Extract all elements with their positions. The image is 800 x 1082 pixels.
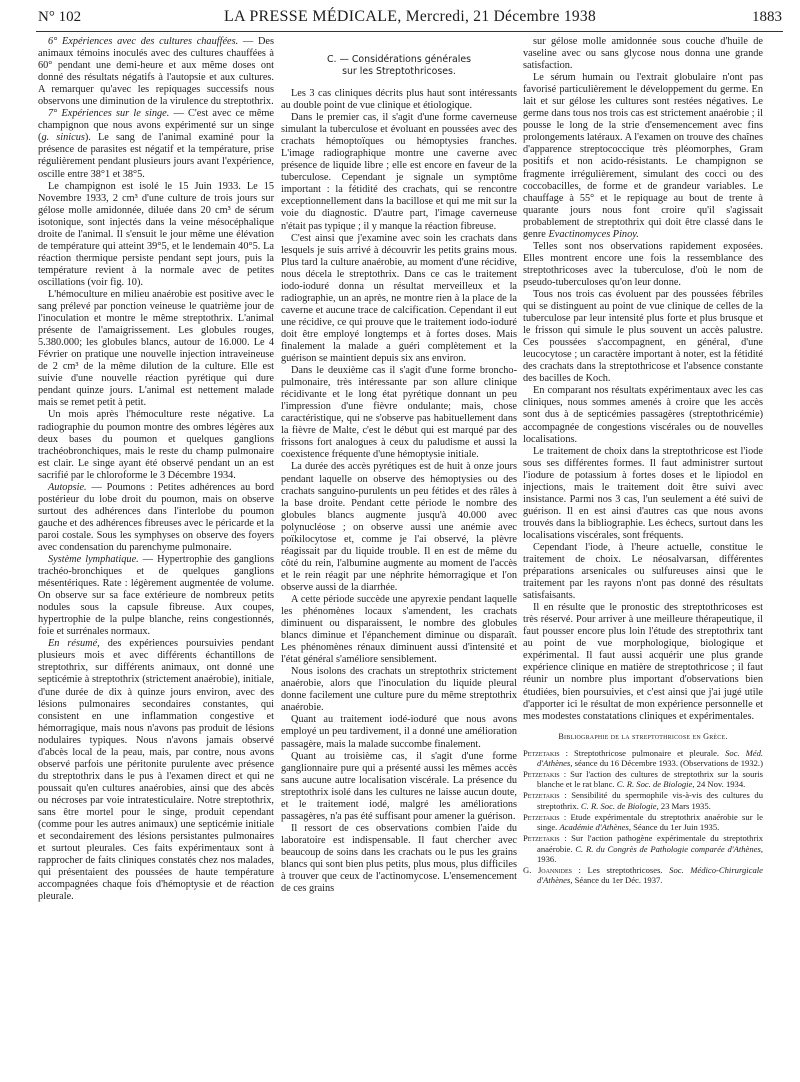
bibliography-entry: [523, 812, 763, 832]
italic-text: 6° Expériences avec des cultures chauffées.: [48, 36, 239, 47]
text-run: : Les streptothricoses.: [571, 864, 670, 875]
bibliography-entry: [523, 790, 763, 810]
paragraph: [38, 482, 274, 554]
text-run: , séance du 16 Décembre 1933. (Observations de 1932.): [570, 757, 763, 768]
author-name: Joannides: [537, 864, 572, 875]
paragraph: [281, 88, 517, 112]
author-name: Petzetakis: [523, 790, 560, 801]
text-run: , 1936.: [537, 843, 763, 864]
text-run: Le traitement de choix dans la streptothricose est l'iode sous ses différentes formes. Il faut administrer surtout l'iodure de potassium à fortes doses et le lipiodol en injections, mais le traitement doit être suivi avec insistance. Parmi nos 3 cas, l'un seulement a été suivi de guérison. Il en est ainsi d'autres cas que nous avons trouvés dans la bibliographie. Les échecs, surtout dans les localisations viscérales, sont fréquents.: [523, 445, 763, 541]
page-number-left: N° 102: [38, 9, 82, 25]
text-run: — Des animaux témoins inoculés avec des cultures chauffées à 60° pendant une demi-heure et aux même doses ont donné des résultats négatifs à l'autopsie et aux cultures. A remarquer qu'avec les repiquages successifs nous observons une diminution de la virulence du streptothrix.: [38, 36, 274, 108]
paragraph: [281, 594, 517, 666]
author-name: Petzetakis: [523, 811, 560, 822]
paragraph: [523, 542, 763, 602]
text-run: Il ressort de ces observations combien l'aide du laboratoire est indispensable. Il faut chercher avec beaucoup de soins dans les crachats ou le pus les grains blancs qui sont bien plus petits, plus mous, plus difficiles à trouver que ceux de l'actinomycose. L'ensemencement de ces grains: [281, 822, 517, 895]
text-run: Les 3 cas cliniques décrits plus haut sont intéressants au double point de vue clinique et étiologique.: [281, 88, 517, 112]
italic-text: Evactinomyces Pinoy.: [548, 228, 639, 240]
journal-name: LA PRESSE MÉDICALE: [223, 8, 398, 25]
text-run: — Poumons : Petites adhérences au bord postérieur du lobe droit du poumon, mais on observe surtout des adhérences dans l'interlobe du poumon gauche et des adhérences fibreuses avec le péricarde et la paroi costale. Sous les symphyses on observe des foyers avec condensation du parenchyme pulmonaire.: [38, 481, 274, 553]
issue-date: , Mercredi, 21 Décembre 1938: [397, 8, 597, 25]
section-title: [281, 54, 517, 78]
text-run: — Hypertrophie des ganglions trachéo-bronchiques et de quelques ganglions mésentériques. Rate : légèrement augmentée de volume. On observe sur sa face extérieure de nombreux petits nodules sous la capsule fibreuse. Aux coupes, hypertrophie de la pulpe blanche, reins congestionnés, foie et surrénales normaux.: [38, 554, 274, 638]
paragraph: [281, 112, 517, 232]
paragraph: [281, 714, 517, 750]
italic-text: Soc. Médico-Chirurgicale d'Athènes: [537, 864, 763, 886]
text-run: ). Le sang de l'animal examiné pour la présence de parasites est négatif et la température, prise régulièrement pendant plusieurs jours avant l'expérience, oscille entre 38°1 et 38°5.: [38, 132, 274, 180]
bibliography-entry: [523, 865, 763, 885]
paragraph: [38, 409, 274, 481]
section-title-line-1: C. — Considérations générales: [327, 54, 471, 65]
text-run: — C'est avec ce même champignon que nous avons expérimenté sur un singe (: [38, 108, 274, 144]
text-run: Nous isolons des crachats un streptothrix strictement anaérobie, alors que l'inoculation du liquide pleural donne facilement une culture pure du même streptothrix anaérobie.: [281, 666, 517, 714]
paragraph: [281, 751, 517, 823]
bibliography-entry: [523, 748, 763, 768]
column-2: [281, 36, 517, 1076]
text-run: Cependant l'iode, à l'heure actuelle, constitue le traitement de choix. Le néosalvarsan, différentes préparations arsenicales ou sulfureuses ainsi que le traitement par les rayons n'ont pas donné des résultats satisfaisants.: [523, 541, 763, 602]
paragraph: [523, 72, 763, 241]
bibliography-title: Bibliographie de la streptothricose en Grèce.: [558, 731, 728, 741]
italic-text: Système lymphatique.: [48, 554, 139, 566]
italic-text: Autopsie.: [48, 481, 87, 493]
italic-text: Soc. Méd. d'Athènes: [537, 747, 763, 768]
section-title-line-2: sur les Streptothricoses.: [342, 66, 456, 77]
column-3-body: [523, 36, 763, 723]
column-1: [38, 36, 274, 1076]
text-run: Il en résulte que le pronostic des streptothricoses est très réservé. Pour arriver à une meilleure thérapeutique, il faut pousser encore plus loin l'étude des streptothrix tant au point de vue morphologique, biologique et expérimental. Il faut aussi acquérir une plus grande expérience clinique en matière de streptothricose ; il faut réunir un nombre plus important d'observations bien étudiées, bien poursuivies, et c'est ainsi que j'ai jugé utile d'apporter ici le résultat de mon expérience personnelle et mes modestes constatations cliniques et expérimentales.: [523, 602, 763, 722]
header-rule: [36, 31, 783, 32]
text-run: , 23 Mars 1935.: [656, 800, 711, 811]
text-run: : Etude expérimentale du streptothrix anaérobie sur le singe.: [537, 811, 763, 833]
paragraph: [281, 461, 517, 594]
paragraph: [38, 289, 274, 409]
paragraph: [281, 233, 517, 366]
text-run: La durée des accès pyrétiques est de huit à onze jours pendant laquelle on observe des hémoptysies ou des crachats sanguino-purulents un peu fétides et des râles à la base droite. Pendant cette période le nombre des globules blancs augmente jusqu'à 40.000 avec polynucléose ; on observe aussi une anémie avec poïkilocytose et, comme je l'ai observé, la plèvre réagissait par du liquide trouble. Il en est de même du côté du rein, l'albumine augmente au moment de l'accès et le rein réagit par une néphrite hémorragique et l'on observe aussi de la diarrhée.: [281, 461, 517, 593]
text-run: : Sur l'action des cultures de streptothrix sur la souris blanche et le rat blanc.: [537, 769, 763, 790]
text-run: C'est ainsi que j'examine avec soin les crachats dans lesquels je suis arrivé à découvrir les petits grains mous. Plus tard la culture anaérobie, au moment d'une récidive, nous décela le streptothrix. Dans ce cas le traitement iodo-ioduré donna un résultat merveilleux et la radiographie, un an après, ne montre rien à la place de la caverne et aucune trace de calcification. Cependant il eut une récidive, ce qui prouve que le traitement iodo-ioduré doit être employé longtemps et à fortes doses. Mais finalement la malade a guéri complètement et la guérison se maintient depuis six ans environ.: [281, 232, 517, 365]
paragraph: [38, 638, 274, 903]
journal-masthead: [178, 8, 642, 26]
text-run: sur gélose molle amidonnée sous couche d'huile de vaseline avec ou sans glycose nous donna une grande satisfaction.: [523, 36, 763, 72]
text-run: G.: [523, 864, 538, 875]
text-run: Dans le deuxième cas il s'agit d'une forme broncho-pulmonaire, très intéressante par son allure clinique récidivante et le long état pyrétique donnant un peu l'impression d'une fièvre ondulante; mais, chose caractéristique, qui ne s'observe pas habituellement dans la fièvre de Malte, c'est le début qui est marqué par des frissons fort analogues à ceux du paludisme et aussi la coexistence fréquente d'une hémoptysie initiale.: [281, 365, 517, 461]
text-run: Un mois après l'hémoculture reste négative. La radiographie du poumon montre des ombres légères aux deux bases du poumon et quelques ganglions trachéobronchiques, mais le reste du champ pulmonaire est clair. Le singe ayant été observé pendant un an est sacrifié par le chloroforme le 3 Décembre 1934.: [38, 409, 274, 481]
paragraph: [523, 385, 763, 445]
italic-text: 7° Expériences sur le singe.: [48, 108, 170, 120]
text-run: : Streptothricose pulmonaire et pleurale.: [559, 747, 726, 758]
page-number-right: 1883: [752, 9, 782, 25]
paragraph: [523, 36, 763, 72]
paragraph: [38, 554, 274, 638]
italic-text: g. sinicus: [41, 132, 85, 144]
italic-text: C. R. Soc. de Biologie: [580, 800, 657, 811]
text-run: Le champignon est isolé le 15 Juin 1933. Le 15 Novembre 1933, 2 cm³ d'une culture de trois jours sur gélose molle amidonnée, diluée dans 20 cm³ de sérum isotonique, sont injectés dans la veine mésocéphalique droite de l'animal. Il s'ensuit le jour même une élévation de température qui atteint 39°5, et le lendemain 40°5. La réaction thermique persiste pendant sept jours, puis la température revient à la normale avec de petites oscillations (voir fig. 10).: [38, 180, 274, 288]
italic-text: En résumé,: [48, 638, 100, 650]
bibliography-entry: [523, 833, 763, 864]
author-name: Petzetakis: [523, 747, 560, 758]
text-run: En comparant nos résultats expérimentaux avec les cas cliniques, nous sommes amenés à croire que les accès sont dus à de septicémies passagères (streptothricémie) accompagnée de congestions viscérales ou de nouvelles localisations.: [523, 385, 763, 445]
text-run: Le sérum humain ou l'extrait globulaire n'ont pas favorisé particulièrement le développement du germe. En lait et sur gélose les cultures sont restées négatives. Le germe dans tous nos trois cas est strictement anaérobie ; il pousse le long de la strie d'ensemencement avec fins prolongements latéraux. A l'examen on trouve des chaînes d'apparence streptococcique très pléomorphes, Gram positifs et non acido-résistants. Le champignon se fragmente irrégulièrement, simulant des cocci ou des coccobacilles, de forme et de grandeur variables. Le chauffage à 55° et le repiquage au bout de trente à quarante jours nous font croire qu'il s'agissait probablement de streptothrix qui doit être classé dans le genre: [523, 72, 763, 240]
text-run: Telles sont nos observations rapidement exposées. Elles montrent encore une fois la ressemblance des streptothricoses avec la tuberculose, d'où le nom de pseudo-tuberculoses qu'on leur donne.: [523, 240, 763, 288]
text-run: L'hémoculture en milieu anaérobie est positive avec le sang prélevé par ponction veineuse le quatrième jour de l'inoculation et montre le même streptothrix. L'animal présente de l'amaigrissement. Les globules rouges, 5.380.000; les globules blancs, autour de 16.000. Le 4 Février on pratique une nouvelle injection intraveineuse de 2 cm³ de la même dilution de la culture. Elle est suivie d'une nouvelle réaction pyrétique qui dure pendant quinze jours. L'animal est nettement malade mais se remet petit à petit.: [38, 288, 274, 409]
italic-text: C. R. du Congrès de Pathologie comparée d'Athènes: [575, 843, 761, 854]
text-run: des expériences poursuivies pendant plusieurs mois et avec différents échantillons de streptothrix, sur différents animaux, ont donné une septicémie à streptothrix (strictement anaérobie), initiale, d'une durée de dix à quinze jours environ, avec des lésions pulmonaires secondaires constantes, qui consistent en une inflammation congestive et hémorragique, mais nous n'avons pas produit de lésions nodulaires typiques. Nous n'avons jamais observé d'abcès local de la peau, mais, par contre, nous avons observé parfois une péritonite purulente avec présence du streptothrix dans le pus à l'examen direct et qui ne poussait qu'en cultures anaérobies, ainsi que des abcès ou nécroses par voie intratesticulaire. Notre streptothrix, sans être mortel pour le singe, produit cependant (comme pour les autres animaux) une septicémie initiale et secondairement des lésions persistantes pulmonaires et surtout pleurales. Ces faits expérimentaux sont à rapprocher de faits cliniques constatés chez nos malades, qui présentaient des poussées de haute température accompagnées chaque fois d'hémoptysie et de réaction pleurale.: [38, 638, 274, 903]
author-name: Petzetakis: [523, 769, 560, 780]
paragraph: [523, 241, 763, 289]
paragraph: [281, 823, 517, 895]
text-run: : Sur l'action pathogène expérimentale du streptothrix anaérobie.: [537, 833, 763, 854]
paragraph: [523, 446, 763, 542]
text-run: : Sensibilité du spermophile vis-à-vis des cultures du streptothrix.: [537, 790, 763, 811]
paragraph: [523, 602, 763, 722]
text-run: , 24 Nov. 1934.: [692, 779, 746, 790]
paragraph: [38, 36, 274, 108]
author-name: Petzetakis: [523, 833, 560, 844]
text-run: A cette période succède une apyrexie pendant laquelle les phénomènes locaux s'amendent, les crachats diminuent ou disparaissent, le nombre des globules blancs diminue et l'épanchement diminue ou disparaît. Les phénomènes rénaux diminuent aussi d'intensité et l'état général s'améliore sensiblement.: [281, 593, 517, 666]
italic-text: C. R. Soc. de Biologie: [616, 779, 693, 790]
text-run: , Séance du 1er Juin 1935.: [628, 822, 720, 833]
paragraph: [38, 181, 274, 289]
bibliography-entry: [523, 769, 763, 789]
paragraph: [523, 289, 763, 385]
text-run: Tous nos trois cas évoluent par des poussées fébriles qui se distinguent au point de vue clinique de celles de la tuberculose par leur intensité plus forte et plus brusque et le frisson qui simule le plus souvent un accès palustre. Ces poussées s'accompagnent, en général, d'une leucocytose ; un caractère important à noter, est la fétidité des crachats dans la streptothricose et l'absence constante des bacilles de Koch.: [523, 288, 763, 385]
bibliography-list: [523, 748, 763, 886]
paragraph: [38, 108, 274, 180]
text-run: Quant au troisième cas, il s'agit d'une forme ganglionnaire pure qui a présenté aussi les mêmes accès sans aucune autre localisation viscérale. La présence du streptothrix isolé dans les cultures ne laisse aucun doute, et le traitement iodé, malgré les améliorations passagères, n'a pas été suffisant pour amener la guérison.: [281, 750, 517, 822]
paragraph: [281, 365, 517, 461]
text-run: Dans le premier cas, il s'agit d'une forme caverneuse simulant la tuberculose et évoluant en poussées avec des crachats hémoptoïques ou hémoptysies franches. L'image radiographique montre une caverne avec présence de liquide libre ; elle est encore en faveur de la tuberculose. Cependant je signale un symptôme important : la fétidité des crachats, qui se rencontre exceptionnellement dans la bacillose et qui me mit sur la voie du diagnostic. D'autre part, l'image caverneuse n'était pas typique ; il y manque la réaction fibreuse.: [281, 112, 517, 232]
paragraph: [281, 666, 517, 714]
text-run: , Séance du 1er Déc. 1937.: [570, 875, 663, 886]
column-2-body: [281, 88, 517, 895]
italic-text: Académie d'Athènes: [559, 822, 629, 833]
column-3: [523, 36, 763, 1076]
text-run: Quant au traitement iodé-ioduré que nous avons employé un peu tardivement, il a donné une amélioration passagère, mais la malade succombe finalement.: [281, 714, 517, 750]
